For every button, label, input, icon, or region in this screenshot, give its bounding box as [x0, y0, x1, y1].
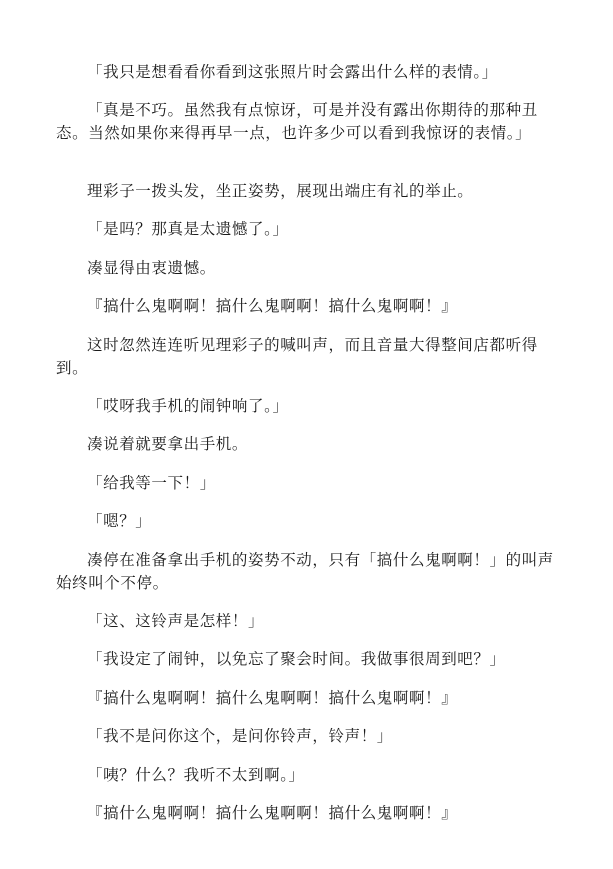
paragraph-2: 「真是不巧。虽然我有点惊讶，可是并没有露出你期待的那种丑态。当然如果你来得再早一点，也许多少可以看到我惊讶的表情。」 [56, 101, 538, 142]
paragraph-17: 「咦？什么？我听不太到啊。」 [87, 766, 305, 784]
paragraph-3: 理彩子一拨头发，坐正姿势，展现出端庄有礼的举止。 [87, 182, 474, 200]
paragraph-8: 「哎呀我手机的闹钟响了。」 [87, 397, 289, 415]
paragraph-9: 凑说着就要拿出手机。 [87, 435, 249, 453]
paragraph-10: 「给我等一下！」 [87, 474, 216, 492]
paragraph-4: 「是吗？那真是太遗憾了。」 [87, 220, 289, 238]
paragraph-13: 「这、这铃声是怎样！」 [87, 612, 265, 630]
paragraph-11: 「嗯？」 [87, 512, 152, 530]
paragraph-12: 凑停在准备拿出手机的姿势不动，只有「搞什么鬼啊啊！」的叫声始终叫个不停。 [56, 551, 554, 592]
paragraph-7: 这时忽然连连听见理彩子的喊叫声，而且音量大得整间店都听得到。 [56, 336, 538, 377]
paragraph-18: 『搞什么鬼啊啊！搞什么鬼啊啊！搞什么鬼啊啊！』 [87, 804, 458, 822]
paragraph-1: 「我只是想看看你看到这张照片时会露出什么样的表情。」 [87, 63, 498, 81]
paragraph-15: 『搞什么鬼啊啊！搞什么鬼啊啊！搞什么鬼啊啊！』 [87, 689, 458, 707]
paragraph-5: 凑显得由衷遗憾。 [87, 259, 216, 277]
paragraph-14: 「我设定了闹钟，以免忘了聚会时间。我做事很周到吧？」 [87, 650, 506, 668]
paragraph-16: 「我不是问你这个，是问你铃声，铃声！」 [87, 727, 393, 745]
paragraph-6: 『搞什么鬼啊啊！搞什么鬼啊啊！搞什么鬼啊啊！』 [87, 297, 458, 315]
